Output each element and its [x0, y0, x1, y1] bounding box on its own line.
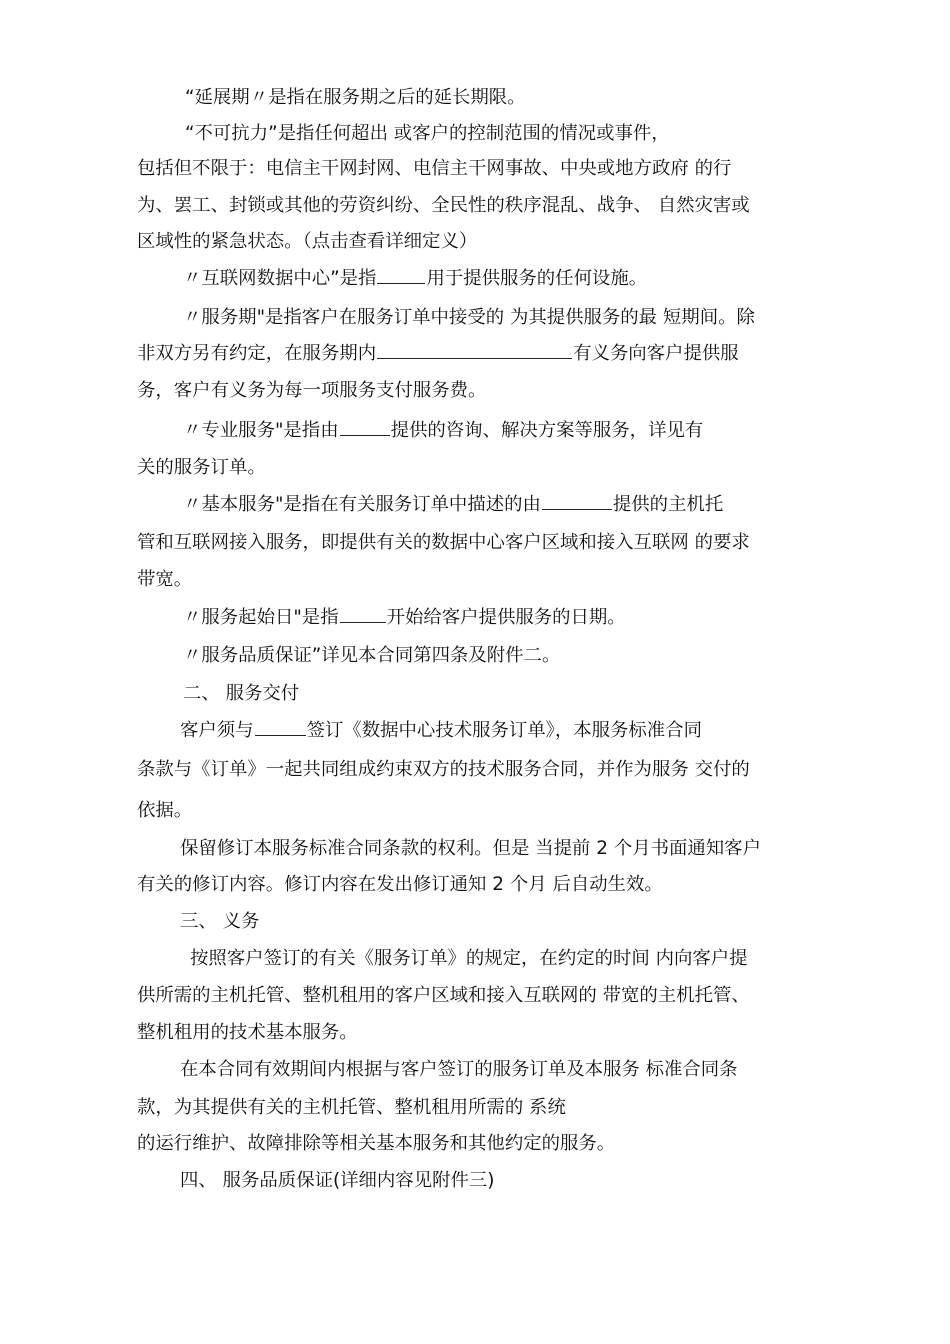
text-segment: 非双方另有约定，在服务期内 [137, 343, 377, 364]
text-line: 的运行维护、故障排除等相关基本服务和其他约定的服务。 [137, 1133, 616, 1154]
fill-in-blank[interactable] [377, 357, 572, 359]
text-line: 条款与《订单》一起共同组成约束双方的技术服务合同，并作为服务 交付的 [137, 759, 750, 780]
text-segment: 提供的主机托 [612, 494, 724, 515]
text-line [183, 418, 703, 444]
text-line: 务，客户有义务为每一项服务支付服务费。 [137, 380, 487, 401]
text-line: 二、 服务交付 [183, 683, 300, 704]
text-line [183, 492, 723, 518]
text-line [180, 718, 702, 744]
text-line: 四、 服务品质保证(详细内容见附件三) [180, 1170, 495, 1191]
fill-in-blank[interactable] [542, 508, 612, 510]
text-line: 依据。 [137, 800, 193, 821]
text-line: 〃服务期"是指客户在服务订单中接受的 为其提供服务的最 短期间。除 [183, 307, 755, 328]
text-segment: 〃互联网数据中心”是指 [183, 268, 377, 289]
text-line: “延展期〃是指在服务期之后的延长期限。 [185, 87, 526, 108]
text-line: 关的服务订单。 [137, 457, 266, 478]
text-line: 在本合同有效期间内根据与客户签订的服务订单及本服务 标准合同条 [180, 1059, 738, 1080]
text-line: 包括但不限于：电信主干网封网、电信主干网事故、中央或地方政府 的行 [137, 158, 732, 179]
text-segment: 有义务向客户提供服 [573, 343, 739, 364]
text-line: “不可抗力”是指任何超出 或客户的控制范围的情况或事件， [185, 123, 670, 144]
text-line: 三、 义务 [180, 911, 260, 932]
text-line [183, 605, 626, 631]
text-line: 管和互联网接入服务，即提供有关的数据中心客户区域和接入互联网 的要求 [137, 532, 750, 553]
text-segment: 〃服务起始日"是指 [183, 607, 339, 628]
fill-in-blank[interactable] [255, 734, 306, 736]
fill-in-blank[interactable] [340, 621, 386, 623]
text-line: 为、罢工、封锁或其他的劳资纠纷、全民性的秩序混乱、战争、 自然灾害或 [137, 195, 750, 216]
text-line: 〃服务品质保证”详见本合同第四条及附件二。 [183, 645, 561, 666]
text-line: 区域性的紧急状态。（点击查看详细定义） [137, 231, 478, 252]
text-line: 保留修订本服务标准合同条款的权利。但是 当提前 2 个月书面通知客户 [180, 838, 761, 859]
text-segment: 〃基本服务"是指在有关服务订单中描述的由 [183, 494, 541, 515]
text-line: 整机租用的技术基本服务。 [137, 1022, 358, 1043]
text-segment: 用于提供服务的任何设施。 [426, 268, 648, 289]
text-line [137, 341, 739, 367]
text-line [183, 266, 647, 292]
text-segment: 客户须与 [180, 720, 254, 741]
text-segment: 签订《数据中心技术服务订单》，本服务标准合同 [306, 720, 702, 741]
text-segment: 开始给客户提供服务的日期。 [386, 607, 626, 628]
text-segment: 提供的咨询、解决方案等服务，详见有 [390, 420, 704, 441]
text-line: 按照客户签订的有关《服务订单》的规定，在约定的时间 内向客户提 [190, 948, 748, 969]
text-line: 带宽。 [137, 569, 193, 590]
text-line: 款，为其提供有关的主机托管、整机租用所需的 系统 [137, 1097, 566, 1118]
text-line: 有关的修订内容。修订内容在发出修订通知 2 个月 后自动生效。 [137, 874, 663, 895]
fill-in-blank[interactable] [377, 282, 425, 284]
fill-in-blank[interactable] [340, 434, 390, 436]
text-line: 供所需的主机托管、整机租用的客户区域和接入互联网的 带宽的主机托管、 [137, 985, 750, 1006]
text-segment: 〃专业服务"是指由 [183, 420, 339, 441]
